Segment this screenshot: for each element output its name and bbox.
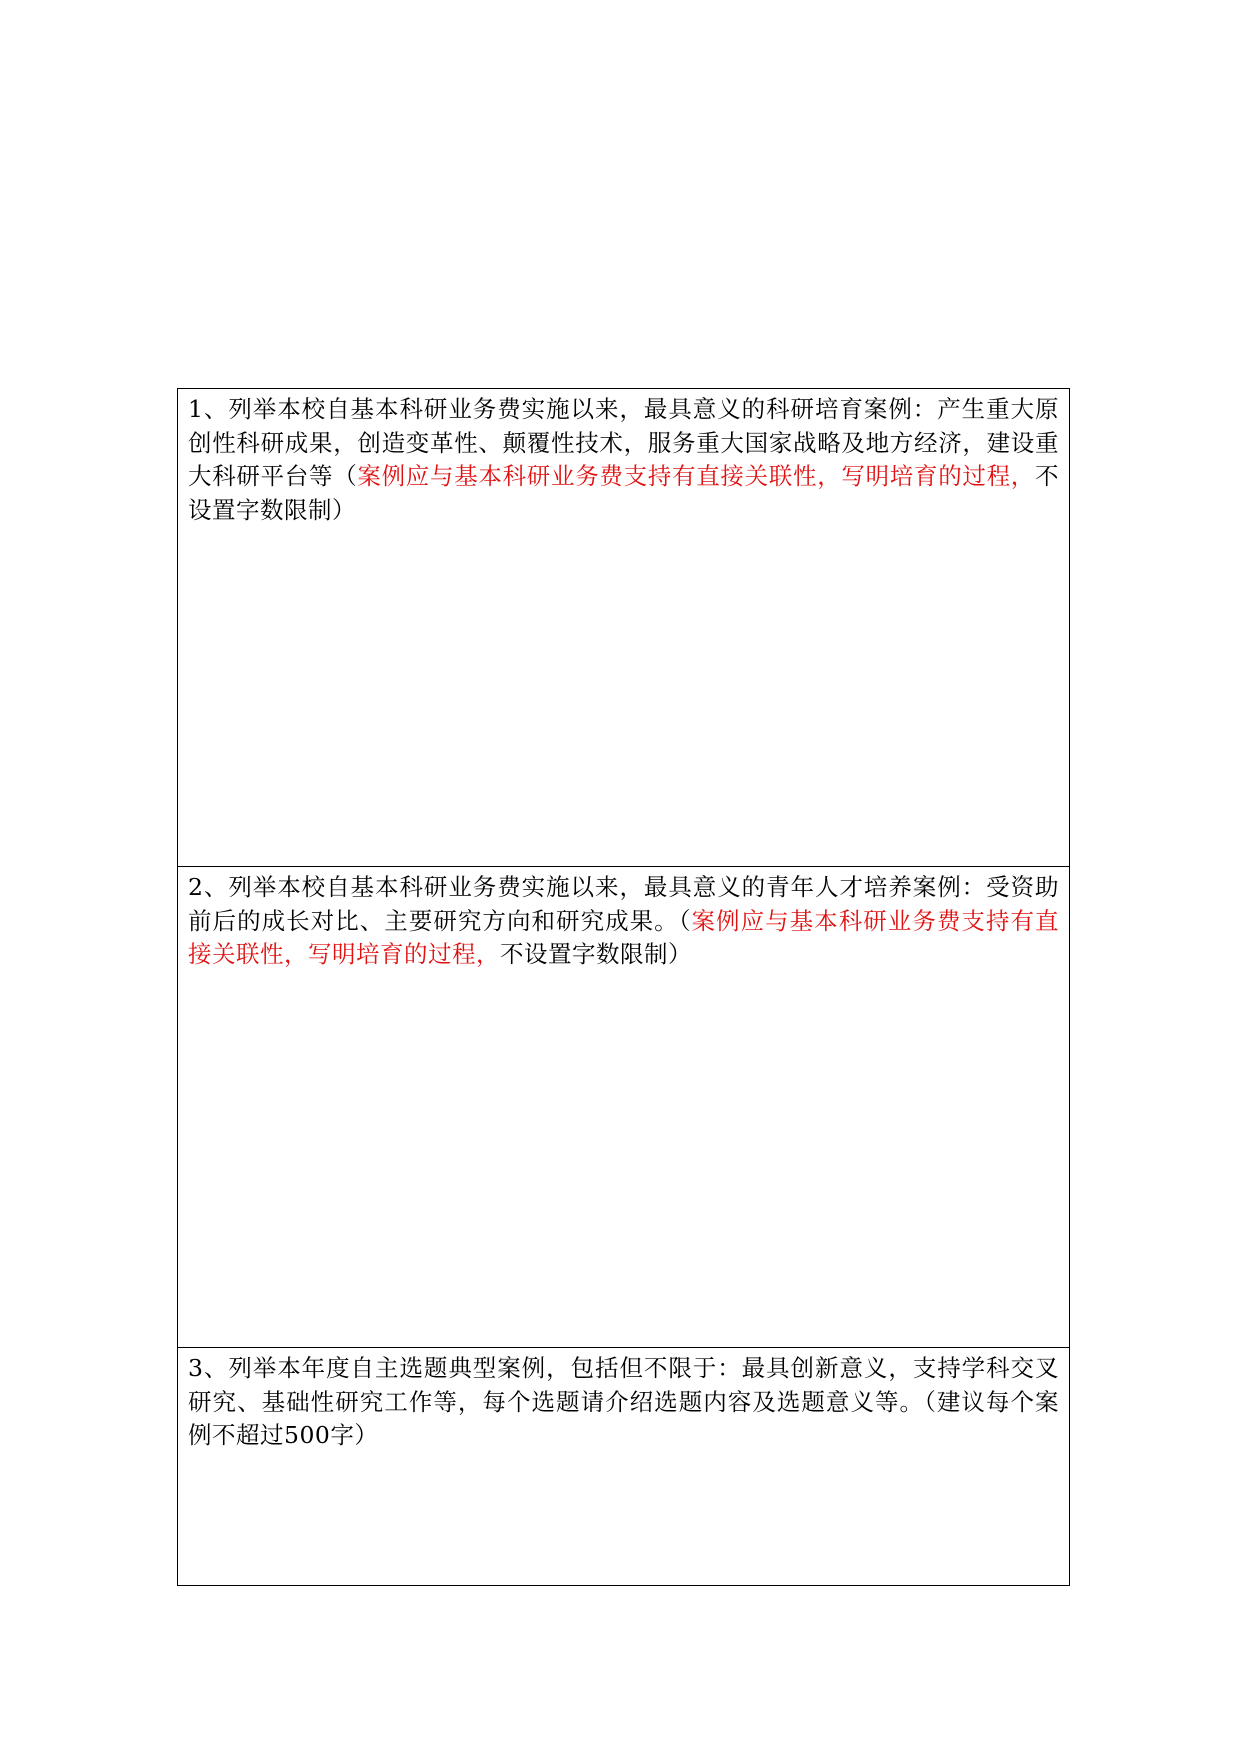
section-2-requirement: 案例应与基本科研业务费支持有直接关联性，写明培育的过程， [188,906,1059,968]
section-1-requirement: 案例应与基本科研业务费支持有直接关联性，写明培育的过程， [357,462,1036,490]
section-2-prompt [188,871,1059,972]
section-3-intro: 3、列举本年度自主选题典型案例，包括但不限于：最具创新意义，支持学科交叉研究、基础性研究工作等，每个选题请介绍选题内容及选题意义等。（建议每个案例不超过500字） [188,1354,1059,1449]
section-2-intro: 2、列举本校自基本科研业务费实施以来，最具意义的青年人才培养案例：受资助前后的成长对比、主要研究方向和研究成果。（ [188,873,1059,935]
section-self-selected-topic-case[interactable] [178,1348,1069,1585]
section-young-talent-case[interactable] [178,867,1069,1348]
case-report-table [177,388,1070,1586]
section-research-cultivation-case[interactable] [178,389,1069,867]
section-1-prompt [188,393,1059,527]
section-1-outro: 不设置字数限制） [188,462,1060,524]
section-2-outro: 不设置字数限制） [500,940,692,968]
section-3-prompt [188,1352,1059,1453]
section-1-intro: 1、列举本校自基本科研业务费实施以来，最具意义的科研培育案例：产生重大原创性科研成果，创造变革性、颠覆性技术，服务重大国家战略及地方经济，建设重大科研平台等（ [188,395,1059,490]
